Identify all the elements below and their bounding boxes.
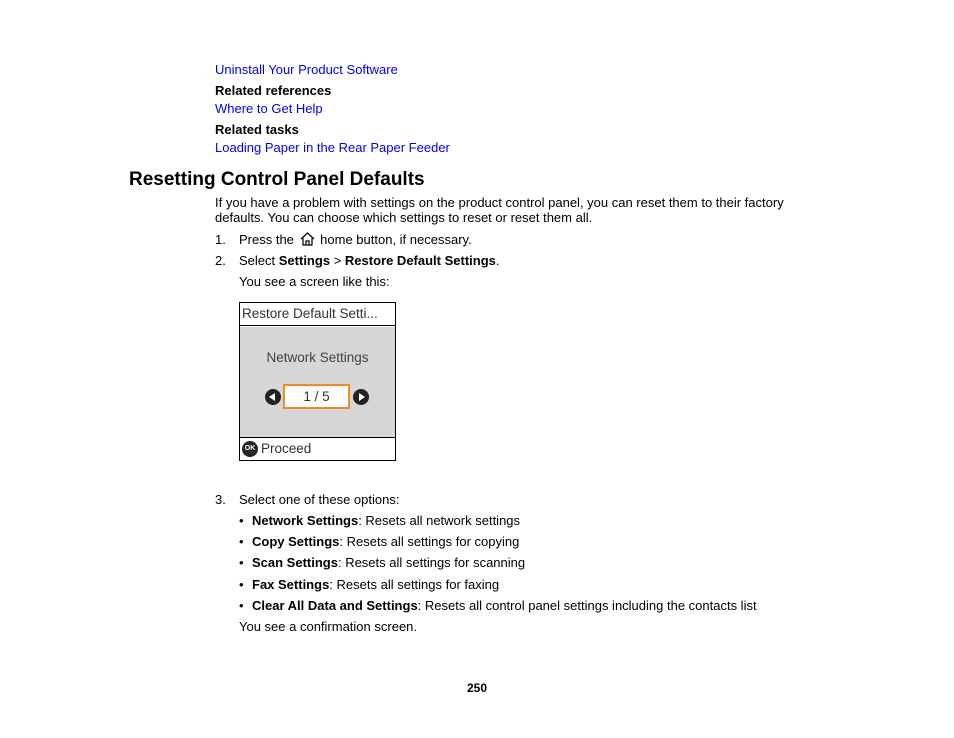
step-1-number: 1.	[215, 232, 226, 247]
option-desc: : Resets all settings for copying	[339, 534, 520, 549]
option-name: Network Settings	[252, 513, 359, 528]
step-2-select: Select	[239, 253, 276, 268]
bullet-icon: •	[239, 598, 244, 613]
page-number: 250	[466, 681, 488, 695]
lcd-header: Restore Default Setti...	[240, 303, 395, 326]
step-1-text-before: Press the	[239, 232, 294, 247]
option-desc: : Resets all network settings	[358, 513, 521, 528]
list-item	[252, 534, 519, 549]
link-uninstall-software[interactable]: Uninstall Your Product Software	[215, 62, 398, 77]
lcd-screen-illustration	[239, 302, 396, 461]
section-title: Resetting Control Panel Defaults	[129, 169, 425, 190]
bullet-icon: •	[239, 513, 244, 528]
related-references-heading: Related references	[215, 83, 332, 98]
option-desc: : Resets all settings for faxing	[329, 577, 500, 592]
lcd-item-label: Network Settings	[266, 350, 369, 365]
chevron-left-icon	[265, 389, 281, 405]
option-name: Copy Settings	[252, 534, 340, 549]
bullet-icon: •	[239, 534, 244, 549]
chevron-right-icon	[353, 389, 369, 405]
option-name: Scan Settings	[252, 555, 338, 570]
lcd-proceed-label: Proceed	[261, 441, 312, 456]
step-1-text	[239, 232, 472, 249]
home-icon	[300, 232, 315, 249]
option-desc: : Resets all settings for scanning	[337, 555, 526, 570]
step-1-text-after: home button, if necessary.	[320, 232, 472, 247]
link-where-to-get-help[interactable]: Where to Get Help	[215, 101, 323, 116]
intro-line-1: If you have a problem with settings on the product control panel, you can reset them to their factory	[215, 195, 784, 210]
list-item	[252, 577, 499, 592]
step-3-text: Select one of these options:	[239, 492, 400, 507]
ok-button-icon: OK	[242, 441, 258, 457]
list-item	[252, 598, 757, 613]
option-name: Fax Settings	[252, 577, 330, 592]
lcd-pager: 1 / 5	[283, 384, 350, 409]
step-2-result: You see a screen like this:	[239, 274, 390, 289]
intro-line-2: defaults. You can choose which settings to reset or reset them all.	[215, 210, 593, 225]
list-item	[252, 555, 525, 570]
step-2-text	[239, 253, 500, 268]
option-name: Clear All Data and Settings	[252, 598, 418, 613]
lcd-body	[240, 327, 395, 437]
bullet-icon: •	[239, 577, 244, 592]
step-2-number: 2.	[215, 253, 226, 268]
step-2-settings: Settings	[278, 253, 331, 268]
related-tasks-heading: Related tasks	[215, 122, 299, 137]
step-2-restore: Restore Default Settings	[344, 253, 496, 268]
list-item	[252, 513, 520, 528]
confirmation-text: You see a confirmation screen.	[239, 619, 418, 634]
link-loading-paper[interactable]: Loading Paper in the Rear Paper Feeder	[215, 140, 450, 155]
option-desc: : Resets all control panel settings including the contacts list	[417, 598, 757, 613]
step-3-number: 3.	[215, 492, 226, 507]
step-2-period: .	[495, 253, 500, 268]
lcd-footer	[240, 437, 395, 460]
step-2-separator: >	[333, 253, 342, 268]
bullet-icon: •	[239, 555, 244, 570]
